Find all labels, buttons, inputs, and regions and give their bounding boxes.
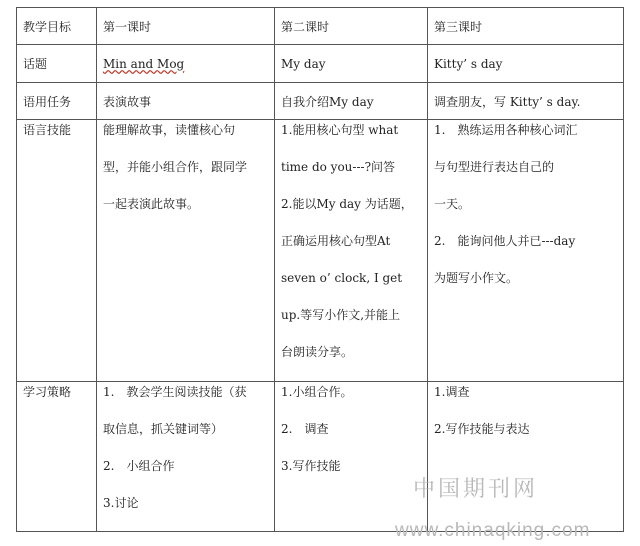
text-line: 3.讨论 [103,496,139,510]
text-line: 3.写作技能 [281,459,341,473]
text-line: 一天。 [434,197,471,211]
watermark-cn: 中国期刊网 [413,477,539,502]
strategy-lesson-3 [428,382,624,532]
task-lesson-2: 自我介绍My day [275,83,428,120]
text-line: 型，并能小组合作，跟同学 [103,160,248,174]
strategy-lesson-2 [275,382,428,532]
text-line: 1. 熟练运用各种核心词汇 [434,123,578,137]
text-line: 1.小组合作。 [281,385,353,399]
strategy-row [17,382,624,532]
topic-lesson-3: Kitty’ s day [428,45,624,83]
topic-lesson-1: Min and Mog [97,45,275,83]
text-line: 正确运用核心句型At [281,234,391,248]
text-line: time do you---?问答 [281,160,396,174]
skills-lesson-1 [97,120,275,382]
skills-label: 语言技能 [17,120,97,382]
text-line: 1. 教会学生阅读技能（获 [103,385,247,399]
task-row [17,83,624,120]
text-line: 为题写小作文。 [434,271,519,285]
task-lesson-3: 调查朋友，写 Kitty’ s day. [428,83,624,120]
text-line: seven o’ clock, I get [281,271,403,285]
text-line: 2. 调查 [281,422,329,436]
text-line: 2.写作技能与表达 [434,422,530,436]
skills-row [17,120,624,382]
header-cell-lesson-2: 第二课时 [275,8,428,45]
text-line: 取信息，抓关键词等） [103,422,224,436]
text-line: 1.调查 [434,385,470,399]
text-line: 2.能以My day 为话题， [281,197,413,211]
task-lesson-1: 表演故事 [97,83,275,120]
header-cell-lesson-3: 第三课时 [428,8,624,45]
text-line: 台朗读分享。 [281,345,354,359]
strategy-label: 学习策略 [17,382,97,532]
header-row [17,8,624,45]
text-line: 2. 小组合作 [103,459,175,473]
text-line: 能理解故事，读懂核心句 [103,123,236,137]
task-label: 语用任务 [17,83,97,120]
teaching-plan-table [16,7,624,532]
header-cell-objective: 教学目标 [17,8,97,45]
text-line: 与句型进行表达自己的 [434,160,555,174]
header-cell-lesson-1: 第一课时 [97,8,275,45]
text-line: 一起表演此故事。 [103,197,200,211]
topic-lesson-2: My day [275,45,428,83]
topic-row [17,45,624,83]
text-line: 2. 能询问他人并已---day [434,234,576,248]
text-line: up.等写小作文,并能上 [281,308,401,322]
strategy-lesson-1 [97,382,275,532]
text-line: 1.能用核心句型 what [281,123,399,137]
topic-label: 话题 [17,45,97,83]
skills-lesson-2 [275,120,428,382]
skills-lesson-3 [428,120,624,382]
watermark-url: www.chinaqking.com [395,520,591,541]
